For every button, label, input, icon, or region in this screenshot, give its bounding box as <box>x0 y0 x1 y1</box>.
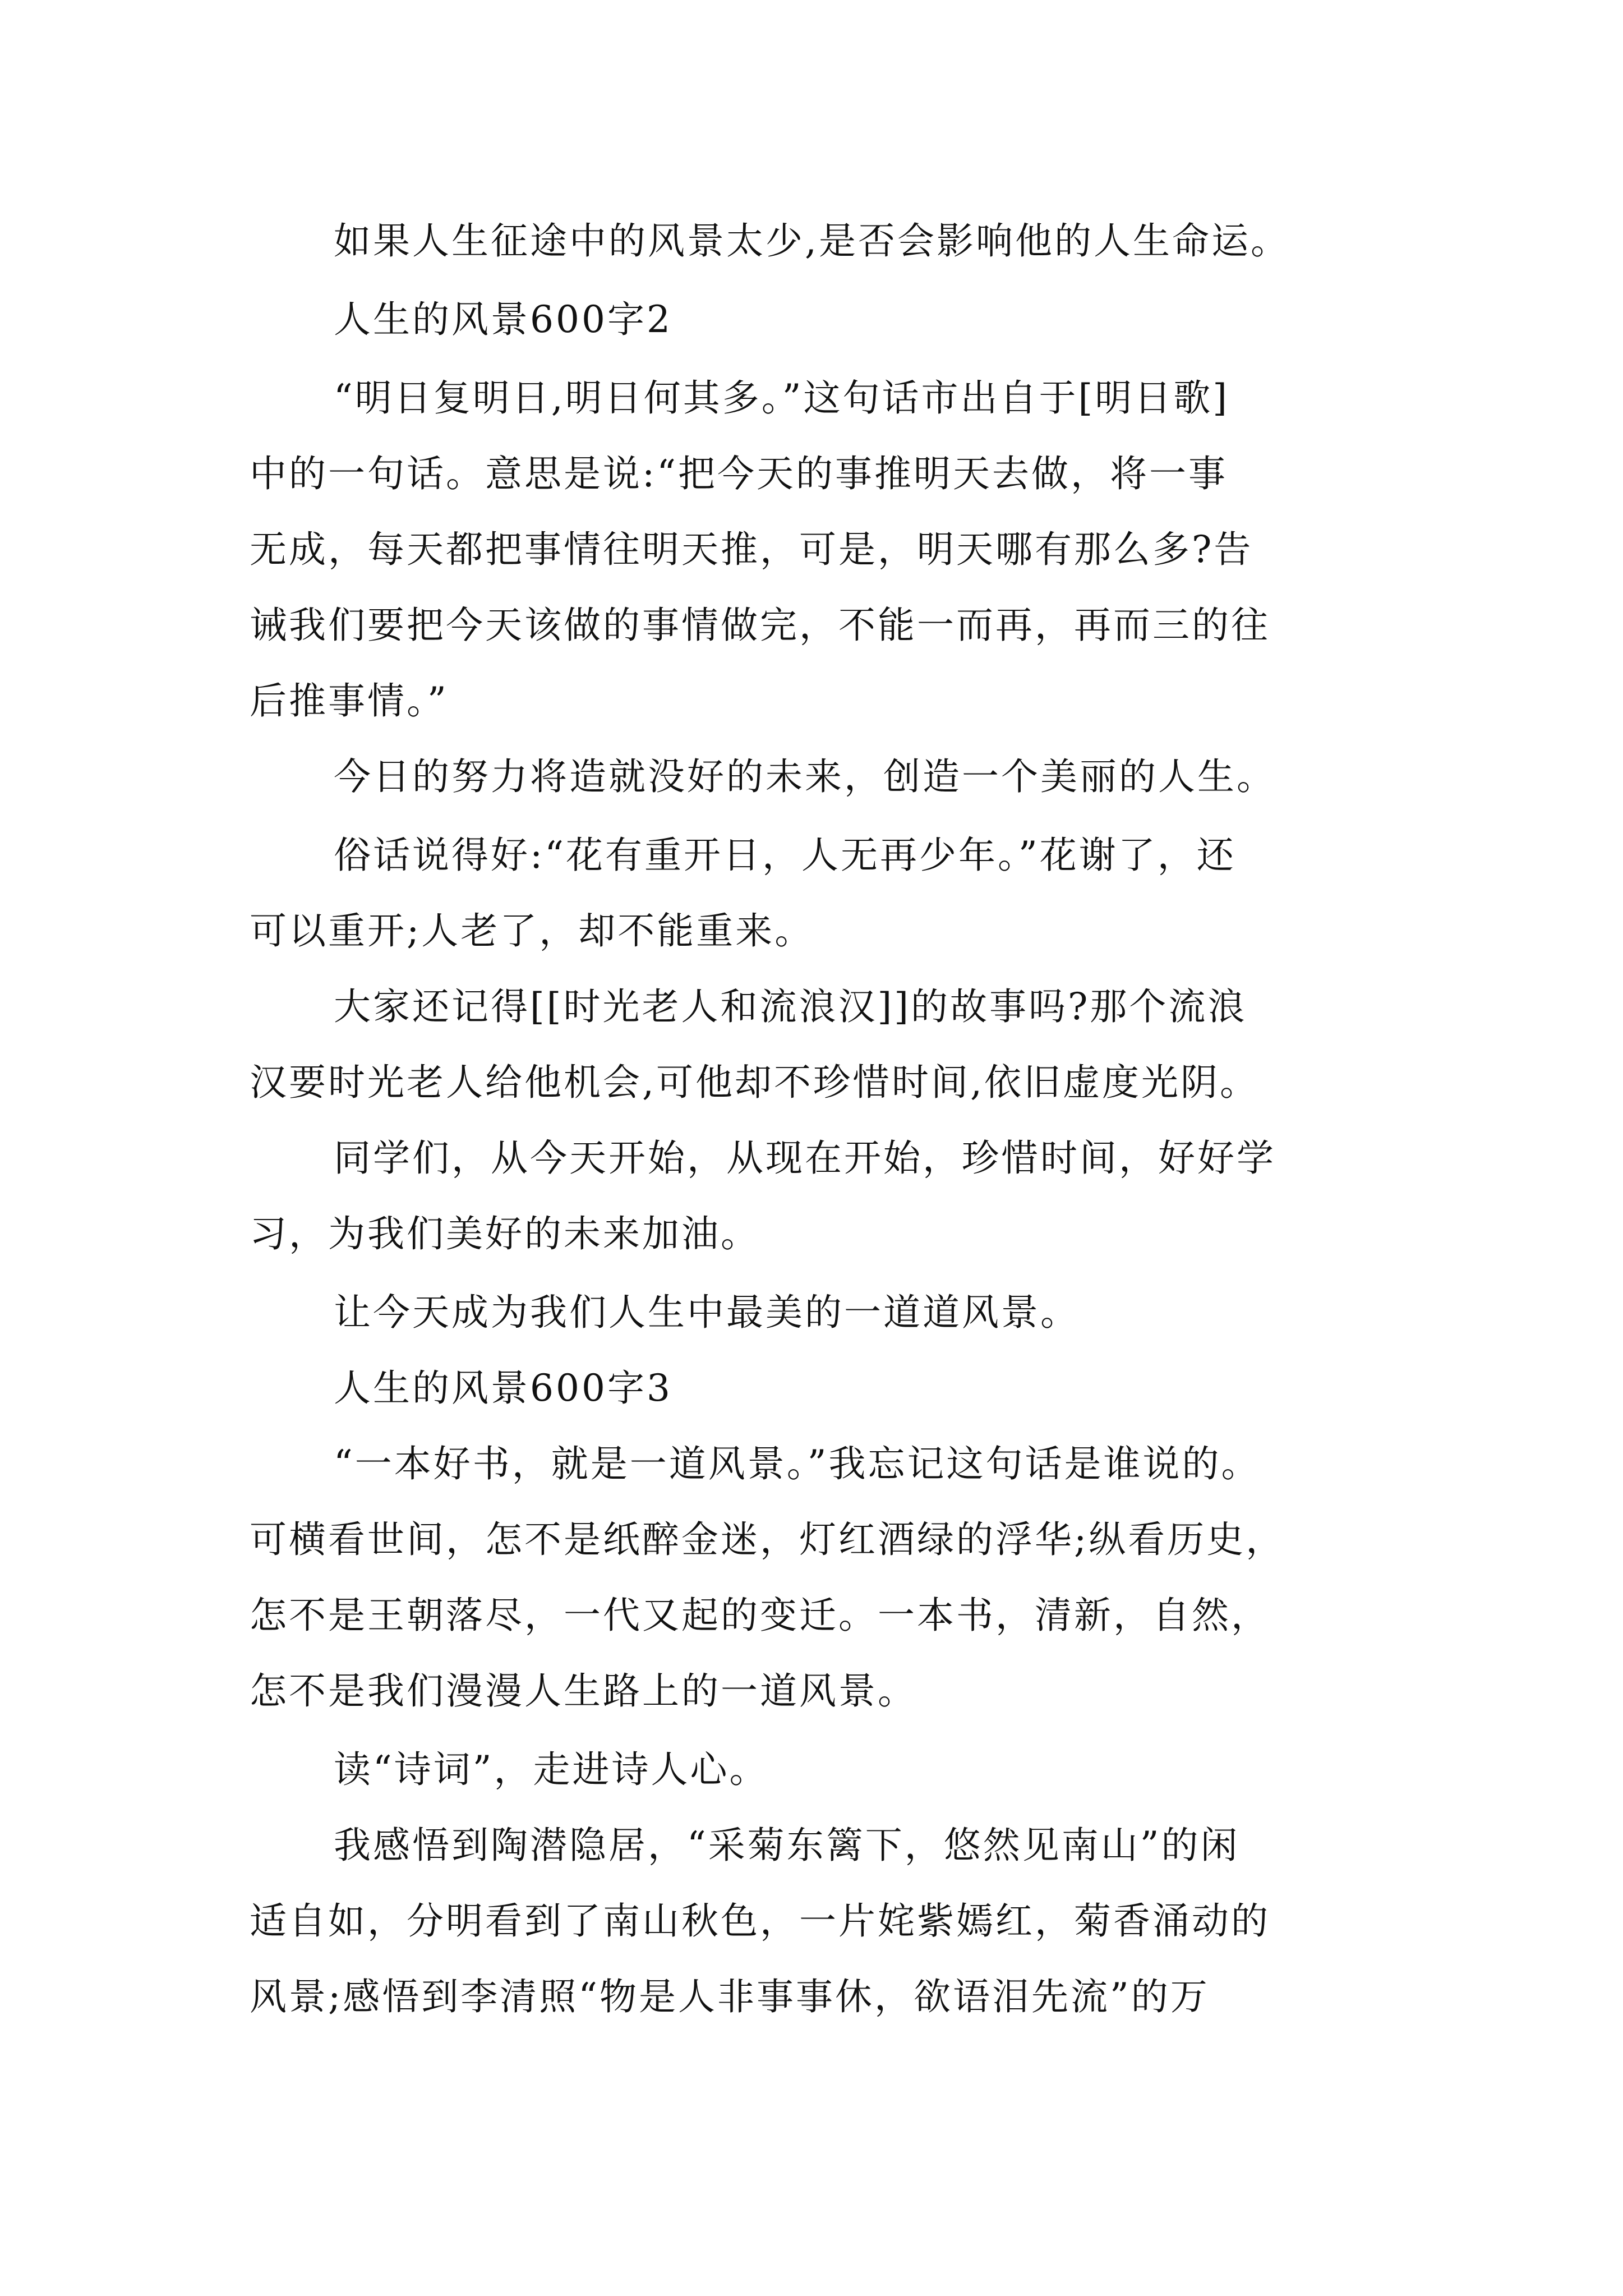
text-line: 可以重开;人老了，却不能重来。 <box>250 909 814 953</box>
text-line: 今日的努力将造就没好的未来，创造一个美丽的人生。 <box>334 755 1276 798</box>
text-line: 俗话说得好:“花有重开日，人无再少年。”花谢了，还 <box>334 834 1236 877</box>
text-line: 同学们，从今天开始，从现在开始，珍惜时间，好好学 <box>334 1137 1276 1180</box>
text-line: 中的一句话。意思是说:“把今天的事推明天去做，将一事 <box>250 452 1228 495</box>
text-line: 怎不是王朝落尽，一代又起的变迁。一本书，清新，自然， <box>250 1594 1270 1637</box>
text-line: 无成，每天都把事情往明天推，可是，明天哪有那么多?告 <box>250 528 1253 571</box>
text-line: 汉要时光老人给他机会,可他却不珍惜时间,依旧虚度光阴。 <box>250 1061 1259 1104</box>
text-line: “明日复明日,明日何其多。”这句话市出自于[明日歌] <box>334 376 1229 420</box>
text-line: 风景;感悟到李清照“物是人非事事休，欲语泪先流”的万 <box>250 1975 1210 2018</box>
text-line: 让今天成为我们人生中最美的一道道风景。 <box>334 1291 1080 1334</box>
text-line: 我感悟到陶潜隐居，“采菊东篱下，悠然见南山”的闲 <box>334 1824 1240 1867</box>
text-line: “一本好书，就是一道风景。”我忘记这句话是谁说的。 <box>334 1442 1261 1485</box>
text-line: 后推事情。” <box>250 679 449 723</box>
text-line: 如果人生征途中的风景太少,是否会影响他的人生命运。 <box>334 219 1290 263</box>
section-heading: 人生的风景600字3 <box>334 1366 672 1410</box>
text-line: 习，为我们美好的未来加油。 <box>250 1212 760 1255</box>
section-heading: 人生的风景600字2 <box>334 298 672 341</box>
text-line: 诫我们要把今天该做的事情做完，不能一而再，再而三的往 <box>250 604 1270 647</box>
text-line: 适自如，分明看到了南山秋色，一片姹紫嫣红，菊香涌动的 <box>250 1899 1270 1943</box>
text-line: 读“诗词”，走进诗人心。 <box>334 1748 769 1791</box>
text-line: 大家还记得[[时光老人和流浪汉]]的故事吗?那个流浪 <box>334 985 1247 1028</box>
text-line: 可横看世间，怎不是纸醉金迷，灯红酒绿的浮华;纵看历史， <box>250 1518 1285 1561</box>
text-line: 怎不是我们漫漫人生路上的一道风景。 <box>250 1669 917 1713</box>
